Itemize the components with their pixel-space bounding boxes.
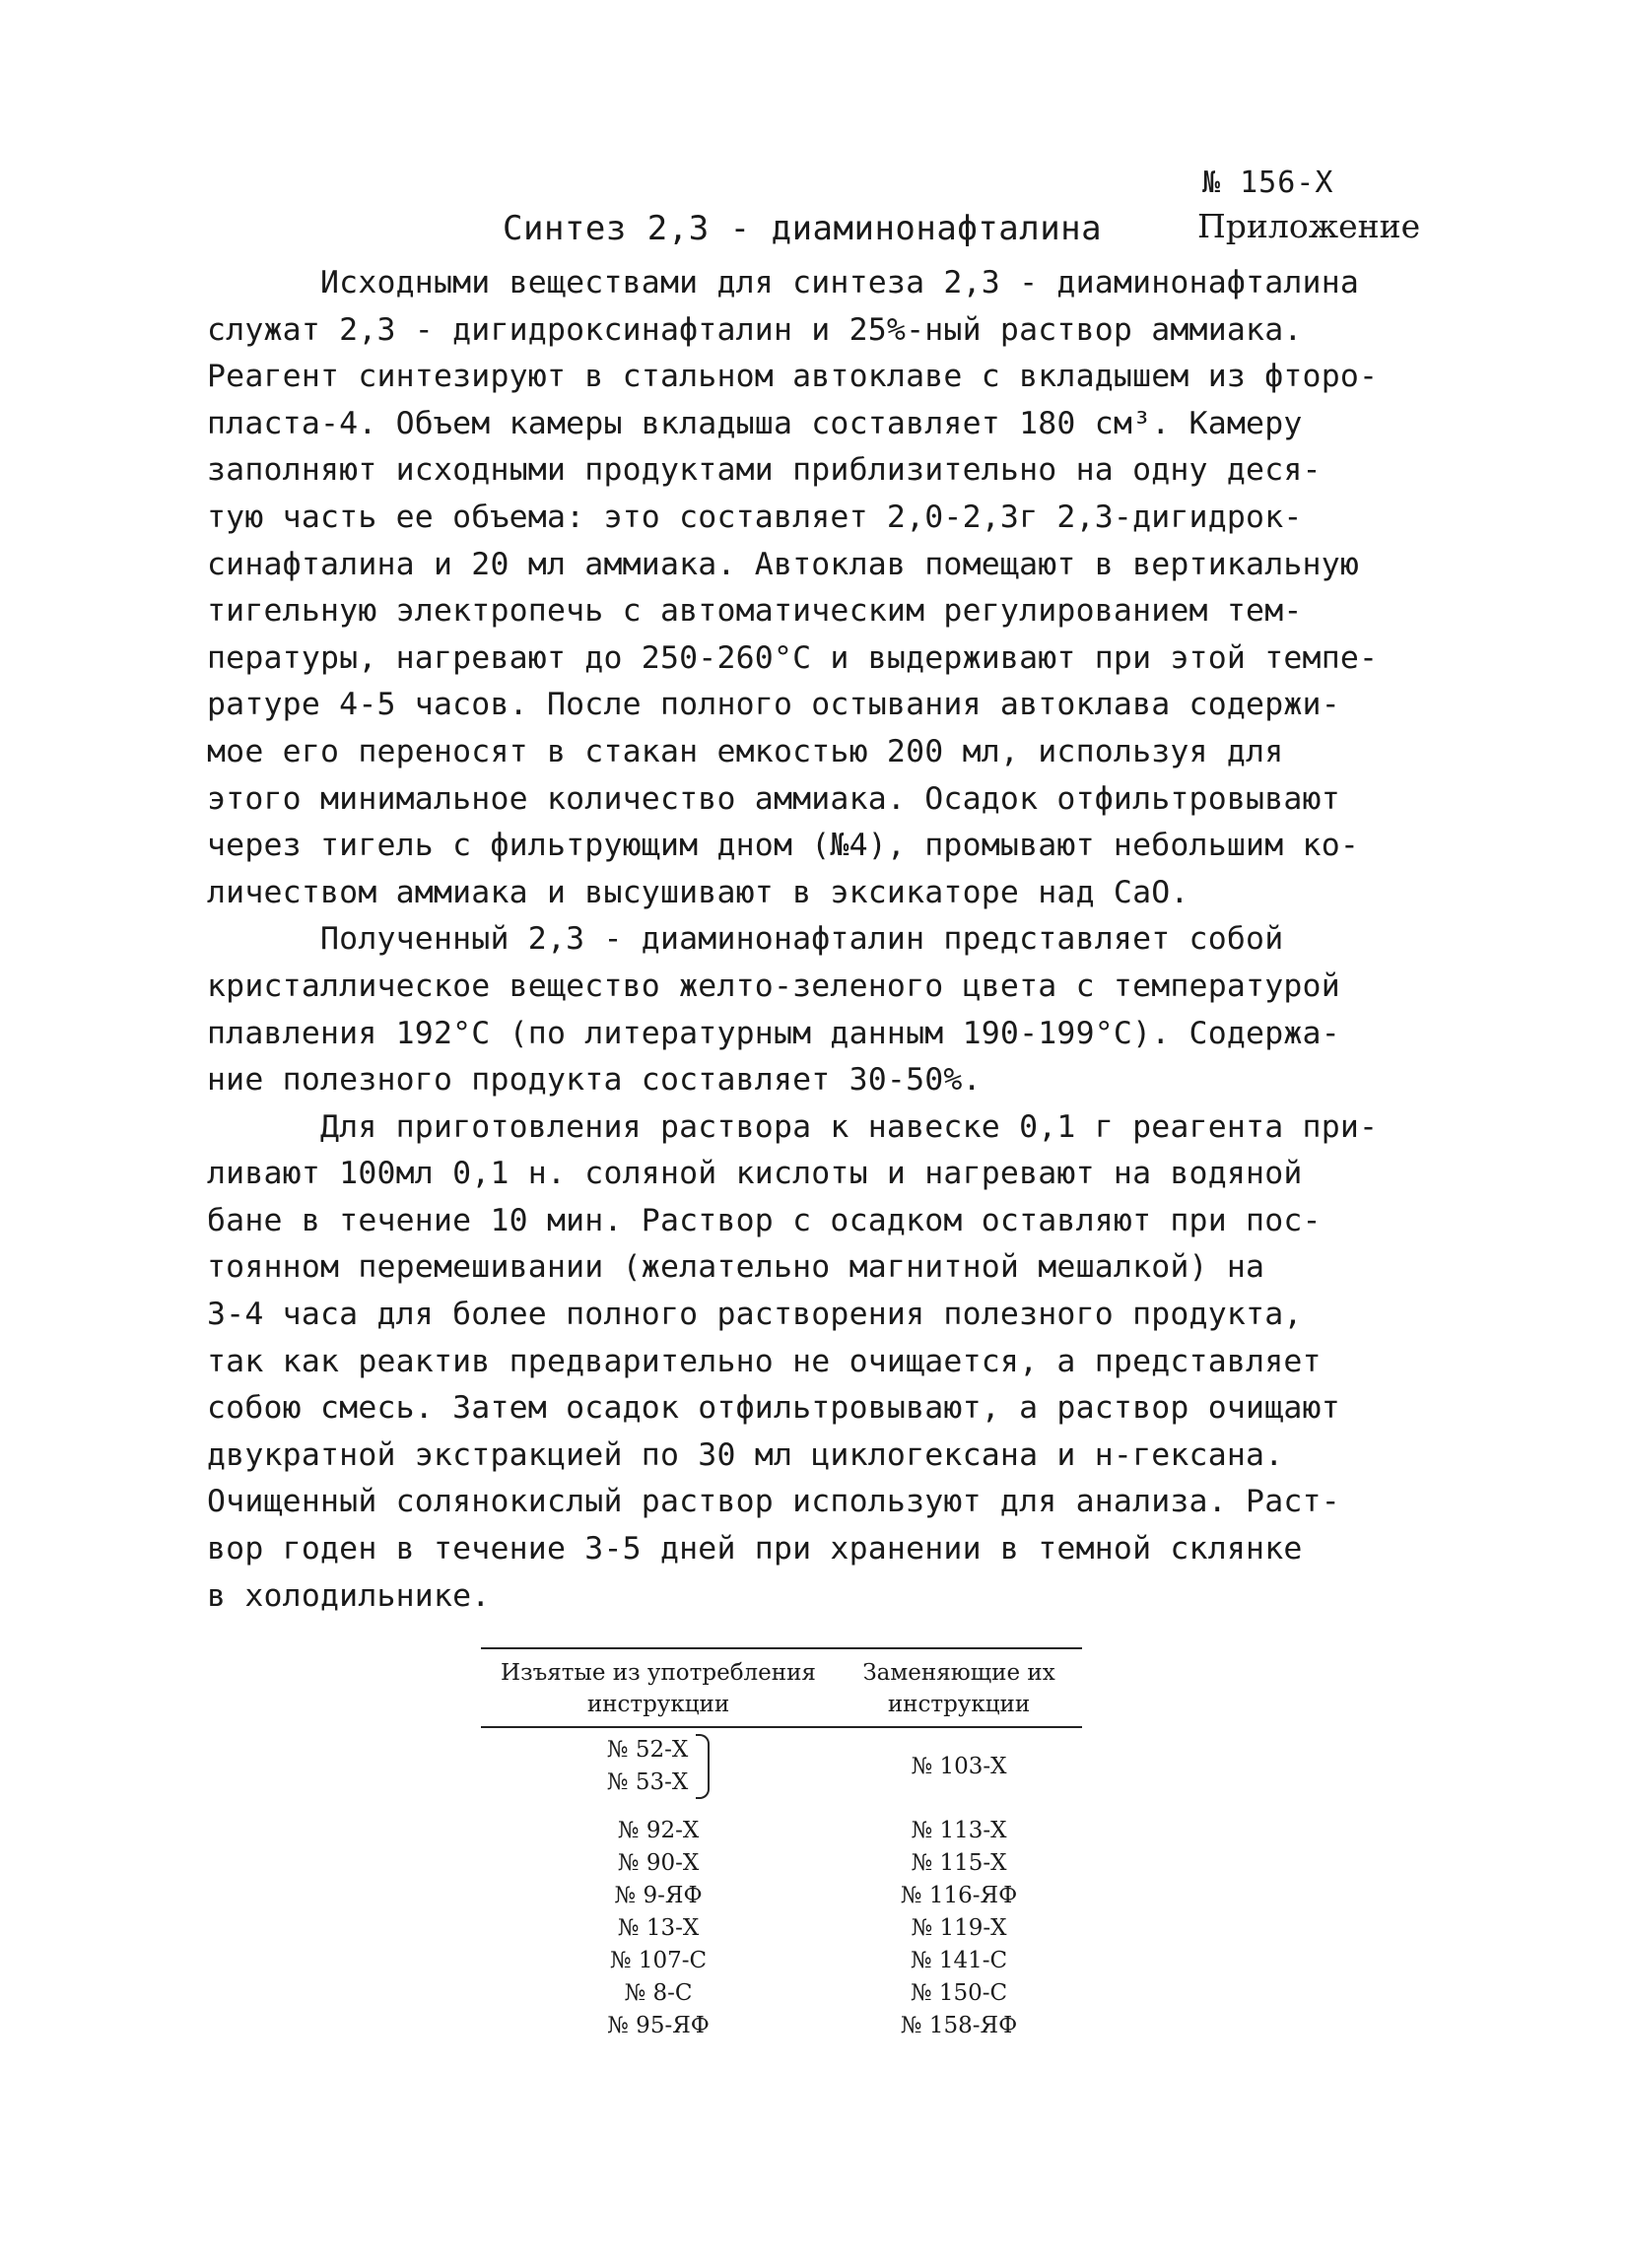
table-row bbox=[481, 1945, 1082, 1977]
text-line: двукратной экстракцией по 30 мл циклогексана и н-гексана. bbox=[207, 1436, 1284, 1473]
table-row bbox=[481, 1912, 1082, 1945]
text-line: тую часть ее объема: это составляет 2,0-2,3г 2,3-дигидрок- bbox=[207, 499, 1303, 535]
text-line: ние полезного продукта составляет 30-50%. bbox=[207, 1062, 982, 1099]
text-line: вор годен в течение 3-5 дней при хранении в темной склянке bbox=[207, 1531, 1303, 1568]
table-cell: № 103-Х bbox=[911, 1754, 1007, 1779]
table-cell: № 113-Х bbox=[911, 1818, 1007, 1843]
page-title: Синтез 2,3 - диаминонафталина bbox=[503, 209, 1103, 248]
table-cell: № 107-С bbox=[609, 1948, 708, 1973]
text-line: Исходными веществами для синтеза 2,3 - диаминонафталина bbox=[207, 265, 1360, 300]
text-line: пературы, нагревают до 250-260°С и выдерживают при этой темпе- bbox=[207, 639, 1379, 676]
body-text bbox=[207, 260, 1429, 1620]
text-line: тоянном перемешивании (желательно магнитной мешалкой) на bbox=[207, 1249, 1265, 1286]
column-header-withdrawn: Изъятые из употребления инструкции bbox=[501, 1660, 816, 1717]
text-line: Очищенный солянокислый раствор используют для анализа. Раст- bbox=[207, 1484, 1340, 1520]
table-cell: № 90-Х bbox=[617, 1850, 700, 1876]
table-cell: № 53-Х bbox=[606, 1769, 689, 1795]
table-header bbox=[481, 1649, 1082, 1728]
table-cell: № 8-С bbox=[624, 1980, 693, 2006]
brace-icon bbox=[696, 1734, 710, 1799]
table-cell: № 158-ЯФ bbox=[900, 2013, 1018, 2038]
text-line: бане в течение 10 мин. Раствор с осадком оставляют при пос- bbox=[207, 1202, 1322, 1238]
text-line: тигельную электропечь с автоматическим регулированием тем- bbox=[207, 593, 1303, 630]
text-line: Реагент синтезируют в стальном автоклаве с вкладышем из фторо- bbox=[207, 359, 1379, 395]
text-line: 3-4 часа для более полного растворения полезного продукта, bbox=[207, 1297, 1303, 1333]
table-row bbox=[481, 1880, 1082, 1912]
text-line: кристаллическое вещество желто-зеленого цвета с температурой bbox=[207, 967, 1340, 1004]
text-line: ратуре 4-5 часов. После полного остывания автоклава содержи- bbox=[207, 687, 1340, 723]
text-line: собою смесь. Затем осадок отфильтровывают, а раствор очищают bbox=[207, 1390, 1340, 1427]
table-row bbox=[481, 1977, 1082, 2010]
table-row bbox=[481, 1847, 1082, 1880]
table-row bbox=[481, 1815, 1082, 1847]
text-line: заполняют исходными продуктами приблизительно на одну деся- bbox=[207, 452, 1322, 489]
table-row-group bbox=[481, 1734, 1082, 1799]
table-body bbox=[481, 1815, 1082, 2042]
grouped-cells bbox=[481, 1734, 836, 1799]
text-line: плавления 192°С (по литературным данным 190-199°С). Содержа- bbox=[207, 1015, 1340, 1051]
table-cell: № 92-Х bbox=[617, 1818, 700, 1843]
document-number: № 156-Х bbox=[1202, 166, 1334, 200]
table-cell: № 116-ЯФ bbox=[900, 1883, 1018, 1908]
replacement-table bbox=[481, 1647, 1082, 2042]
table-cell: № 150-С bbox=[910, 1980, 1008, 2006]
table-cell: № 141-С bbox=[910, 1948, 1008, 1973]
text-line: ливают 100мл 0,1 н. соляной кислоты и нагревают на водяной bbox=[207, 1156, 1303, 1192]
text-line: пласта-4. Объем камеры вкладыша составляет 180 см³. Камеру bbox=[207, 405, 1303, 441]
text-line: так как реактив предварительно не очищается, а представляет bbox=[207, 1343, 1322, 1379]
column-header-replacing: Заменяющие их инструкции bbox=[862, 1660, 1055, 1717]
table-cell: № 52-Х bbox=[606, 1737, 689, 1763]
appendix-label: Приложение bbox=[1197, 207, 1421, 245]
text-line: служат 2,3 - дигидроксинафталин и 25%-ный раствор аммиака. bbox=[207, 311, 1303, 348]
table-cell: № 119-Х bbox=[911, 1915, 1007, 1941]
text-line: Для приготовления раствора к навеске 0,1 г реагента при- bbox=[207, 1108, 1379, 1145]
text-line: мое его переносят в стакан емкостью 200 мл, используя для bbox=[207, 733, 1284, 769]
table-cell: № 13-Х bbox=[617, 1915, 700, 1941]
text-line: личеством аммиака и высушивают в эксикаторе над CaO. bbox=[207, 874, 1189, 910]
table-cell: № 9-ЯФ bbox=[614, 1883, 703, 1908]
text-line: этого минимальное количество аммиака. Осадок отфильтровывают bbox=[207, 780, 1340, 817]
text-line: через тигель с фильтрующим дном (№4), промывают небольшим ко- bbox=[207, 828, 1360, 864]
text-line: в холодильнике. bbox=[207, 1577, 491, 1614]
table-cell: № 115-Х bbox=[911, 1850, 1007, 1876]
table-cell: № 95-ЯФ bbox=[607, 2013, 710, 2038]
text-line: синафталина и 20 мл аммиака. Автоклав помещают в вертикальную bbox=[207, 546, 1360, 582]
text-line: Полученный 2,3 - диаминонафталин представляет собой bbox=[207, 921, 1284, 958]
table-row bbox=[481, 2010, 1082, 2042]
